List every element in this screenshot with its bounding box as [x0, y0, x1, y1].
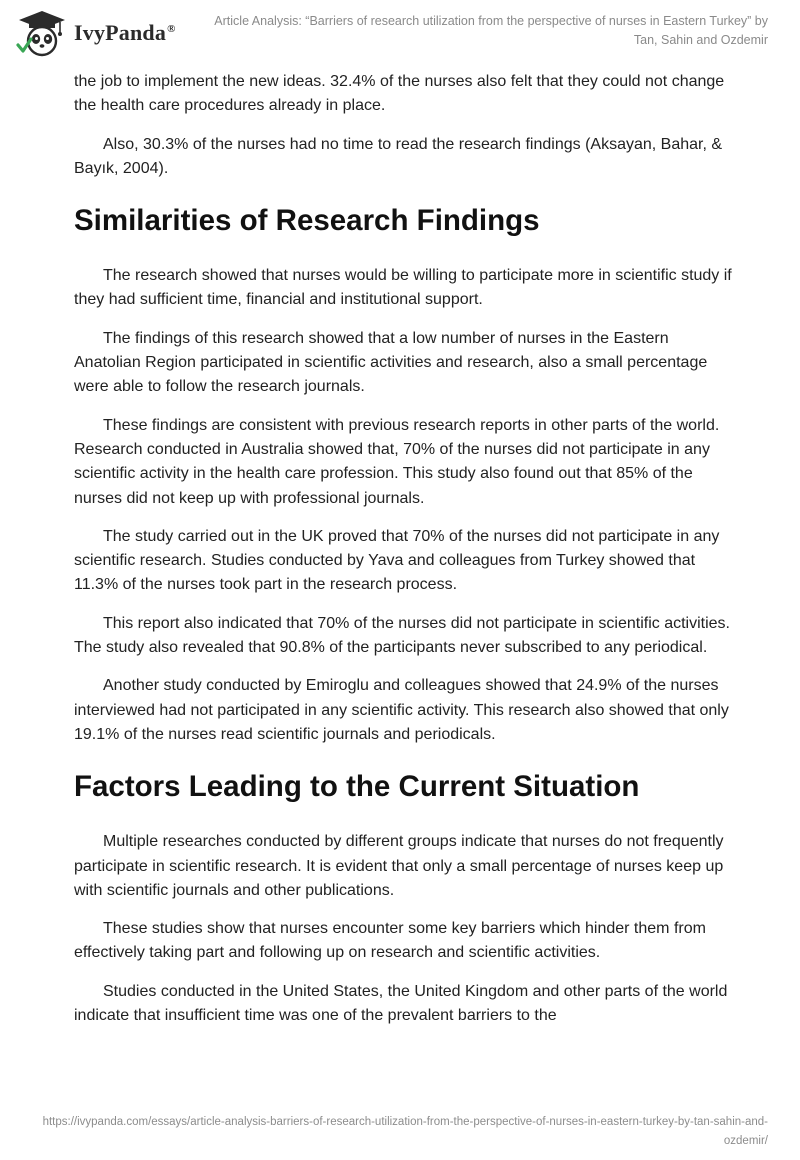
page-header: [0, 0, 800, 70]
paragraph: the job to implement the new ideas. 32.4% of the nurses also felt that they could not change the health care procedures already in place.: [74, 73, 725, 115]
paragraph: This report also indicated that 70% of the nurses did not participate in scientific activities. The study also revealed that 90.8% of the participants never subscribed to any periodical.: [74, 614, 730, 657]
document-title: Article Analysis: “Barriers of research utilization from the perspective of nurses in Eastern Turkey” by Tan, Sahin and Ozdemir: [214, 14, 768, 47]
source-url[interactable]: https://ivypanda.com/essays/article-analysis-barriers-of-research-utilization-from-the-perspective-of-nurses-in-eastern-turkey-by-tan-sahin-and-ozdemir/: [42, 1116, 768, 1147]
graduation-cap-panda-icon: [16, 8, 68, 58]
paragraph: Another study conducted by Emiroglu and colleagues showed that 24.9% of the nurses interviewed had not participated in any scientific activity. This research also showed that only 19.1% of the nurses read scientific journals and periodicals.: [74, 677, 729, 743]
registered-mark: ®: [167, 22, 176, 35]
paragraph: The study carried out in the UK proved that 70% of the nurses did not participate in any scientific research. Studies conducted by Yava and colleagues from Turkey showed that 11.3% of the nurses took part in the research process.: [74, 527, 720, 594]
paragraph: Studies conducted in the United States, the United Kingdom and other parts of the world indicate that insufficient time was one of the prevalent barriers to the: [74, 982, 728, 1025]
paragraph: The research showed that nurses would be willing to participate more in scientific study if they had sufficient time, financial and institutional support.: [74, 267, 732, 309]
paragraph: Also, 30.3% of the nurses had no time to read the research findings (Aksayan, Bahar, & Bayık, 2004).: [74, 135, 723, 177]
section-heading: Factors Leading to the Current Situation: [74, 770, 640, 804]
article-body: [74, 70, 734, 1042]
paragraph: These findings are consistent with previous research reports in other parts of the world. Research conducted in Australia showed that, 70% of the nurses did not participate in any scientific activity in the health care profession. This study also found out that 85% of the nurses did not keep up with professional journals.: [74, 416, 720, 507]
logo[interactable]: [16, 8, 176, 58]
logo-wordmark: IvyPanda: [74, 20, 167, 45]
section-heading: Similarities of Research Findings: [74, 204, 540, 238]
logo-text: [74, 20, 176, 46]
paragraph: The findings of this research showed that a low number of nurses in the Eastern Anatolian Region participated in scientific activities and research, also a small percentage were able to follow the research journals.: [74, 329, 708, 396]
paragraph: These studies show that nurses encounter some key barriers which hinder them from effectively taking part and following up on research and scientific activities.: [74, 920, 706, 962]
paragraph: Multiple researches conducted by different groups indicate that nurses do not frequently participate in scientific research. It is evident that only a small percentage of nurses keep up with scientific journals and other publications.: [74, 833, 724, 899]
